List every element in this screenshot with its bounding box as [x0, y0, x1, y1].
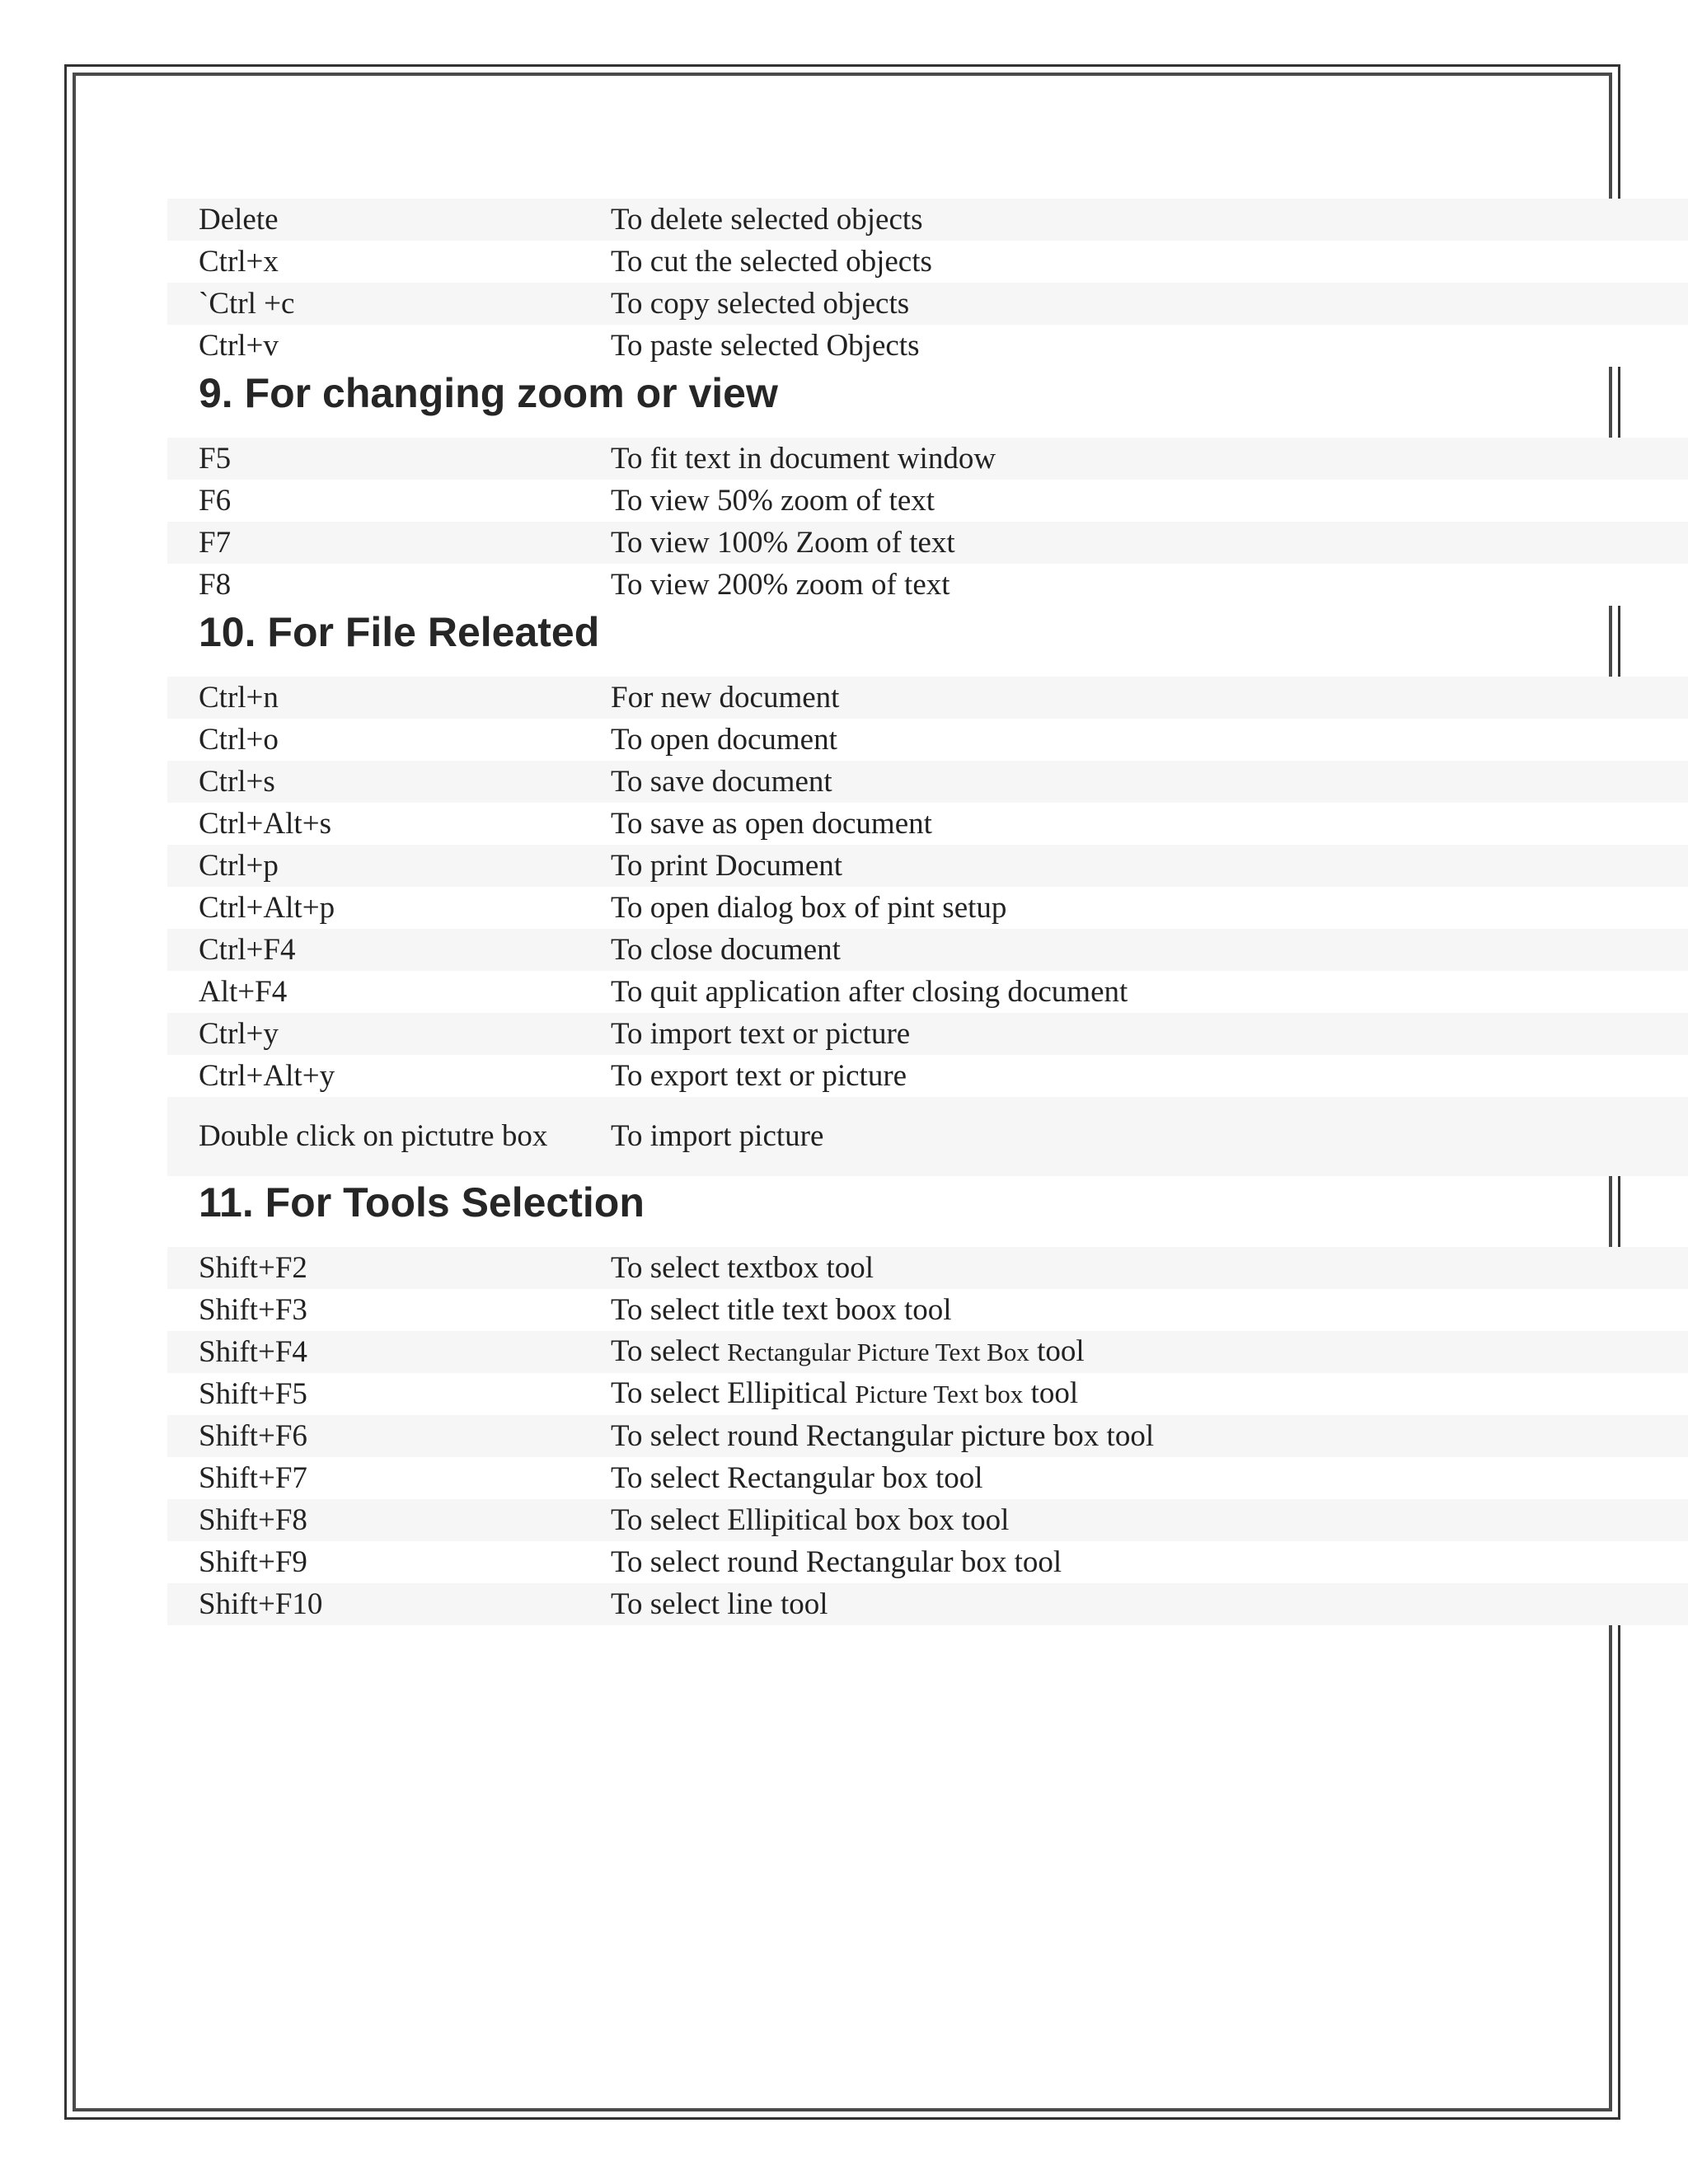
- table-row: [167, 283, 1688, 325]
- shortcut-key: Shift+F2: [167, 1247, 579, 1289]
- table-row: [167, 325, 1688, 367]
- description-small-text: Rectangular Picture Text Box: [727, 1338, 1029, 1366]
- table-row: [167, 1415, 1688, 1457]
- shortcut-key: Ctrl+v: [167, 325, 579, 367]
- shortcut-description: To close document: [579, 929, 1688, 971]
- shortcut-key: Ctrl+o: [167, 719, 579, 761]
- shortcut-description: To cut the selected objects: [579, 241, 1688, 283]
- description-text: To select Ellipitical: [611, 1376, 856, 1410]
- table-row: [167, 199, 1688, 241]
- shortcut-description: To fit text in document window: [579, 438, 1688, 480]
- shortcut-key: Shift+F8: [167, 1499, 579, 1541]
- shortcut-description: To select Rectangular box tool: [579, 1457, 1688, 1499]
- shortcut-description: To save as open document: [579, 803, 1688, 845]
- shortcut-description: To paste selected Objects: [579, 325, 1688, 367]
- shortcut-key: Shift+F7: [167, 1457, 579, 1499]
- shortcut-key: Ctrl+y: [167, 1013, 579, 1055]
- table-row: [167, 971, 1688, 1013]
- shortcut-description: To select round Rectangular box tool: [579, 1541, 1688, 1583]
- shortcut-key: Shift+F9: [167, 1541, 579, 1583]
- shortcut-key: Ctrl+s: [167, 761, 579, 803]
- shortcut-table-edit: [167, 199, 1688, 367]
- shortcut-key: Double click on pictutre box: [167, 1097, 579, 1176]
- shortcut-description: To import text or picture: [579, 1013, 1688, 1055]
- table-row: [167, 1055, 1688, 1097]
- table-row: [167, 1499, 1688, 1541]
- shortcut-description: To copy selected objects: [579, 283, 1688, 325]
- section-heading-zoom: 9. For changing zoom or view: [199, 370, 778, 416]
- shortcut-description: To view 100% Zoom of text: [579, 522, 1688, 564]
- shortcut-description: To delete selected objects: [579, 199, 1688, 241]
- shortcut-key: Shift+F10: [167, 1583, 579, 1625]
- table-row: [167, 845, 1688, 887]
- shortcut-key: Ctrl+Alt+y: [167, 1055, 579, 1097]
- shortcut-description: To open dialog box of pint setup: [579, 887, 1688, 929]
- table-row: [167, 438, 1688, 480]
- shortcut-description: For new document: [579, 677, 1688, 719]
- table-row: [167, 241, 1688, 283]
- shortcut-key: Ctrl+p: [167, 845, 579, 887]
- table-row: [167, 480, 1688, 522]
- shortcut-key: Ctrl+Alt+s: [167, 803, 579, 845]
- shortcut-description: To select line tool: [579, 1583, 1688, 1625]
- shortcut-description: To open document: [579, 719, 1688, 761]
- table-row: [167, 1247, 1688, 1289]
- shortcut-key: F5: [167, 438, 579, 480]
- shortcut-description: To select title text boox tool: [579, 1289, 1688, 1331]
- shortcut-table-zoom: [167, 438, 1688, 606]
- shortcut-description: [579, 1331, 1688, 1373]
- shortcut-key: Ctrl+Alt+p: [167, 887, 579, 929]
- shortcut-key: Alt+F4: [167, 971, 579, 1013]
- table-row: [167, 1373, 1688, 1415]
- table-row: [167, 719, 1688, 761]
- table-row: [167, 1457, 1688, 1499]
- shortcut-description: [579, 1373, 1688, 1415]
- shortcut-table-file: [167, 677, 1688, 1176]
- table-row: [167, 1331, 1688, 1373]
- shortcut-description: To quit application after closing document: [579, 971, 1688, 1013]
- shortcut-table-tools: [167, 1247, 1688, 1625]
- section-heading-file: 10. For File Releated: [199, 609, 600, 655]
- shortcut-description: To import picture: [579, 1097, 1688, 1176]
- table-row: [167, 1097, 1688, 1176]
- shortcut-key: F8: [167, 564, 579, 606]
- section-heading-tools: 11. For Tools Selection: [199, 1179, 645, 1226]
- shortcut-key: `Ctrl +c: [167, 283, 579, 325]
- shortcut-key: Shift+F3: [167, 1289, 579, 1331]
- table-row: [167, 929, 1688, 971]
- shortcut-key: F7: [167, 522, 579, 564]
- shortcut-description: To print Document: [579, 845, 1688, 887]
- description-text: tool: [1023, 1376, 1079, 1410]
- shortcut-description: To select round Rectangular picture box tool: [579, 1415, 1688, 1457]
- shortcut-description: To select Ellipitical box box tool: [579, 1499, 1688, 1541]
- table-row: [167, 803, 1688, 845]
- shortcut-description: To view 50% zoom of text: [579, 480, 1688, 522]
- shortcut-description: To select textbox tool: [579, 1247, 1688, 1289]
- table-row: [167, 564, 1688, 606]
- description-text: To select: [611, 1334, 728, 1368]
- table-row: [167, 677, 1688, 719]
- shortcut-description: To view 200% zoom of text: [579, 564, 1688, 606]
- shortcut-key: Shift+F4: [167, 1331, 579, 1373]
- table-row: [167, 1013, 1688, 1055]
- shortcut-key: Shift+F6: [167, 1415, 579, 1457]
- description-text: tool: [1029, 1334, 1085, 1368]
- table-row: [167, 1541, 1688, 1583]
- shortcut-key: Shift+F5: [167, 1373, 579, 1415]
- shortcut-description: To export text or picture: [579, 1055, 1688, 1097]
- shortcut-key: Ctrl+n: [167, 677, 579, 719]
- table-row: [167, 887, 1688, 929]
- table-row: [167, 1583, 1688, 1625]
- page-content: [167, 199, 1688, 1625]
- shortcut-key: Delete: [167, 199, 579, 241]
- description-small-text: Picture Text box: [855, 1380, 1024, 1408]
- shortcut-key: F6: [167, 480, 579, 522]
- shortcut-key: Ctrl+x: [167, 241, 579, 283]
- table-row: [167, 761, 1688, 803]
- shortcut-key: Ctrl+F4: [167, 929, 579, 971]
- table-row: [167, 1289, 1688, 1331]
- shortcut-description: To save document: [579, 761, 1688, 803]
- table-row: [167, 522, 1688, 564]
